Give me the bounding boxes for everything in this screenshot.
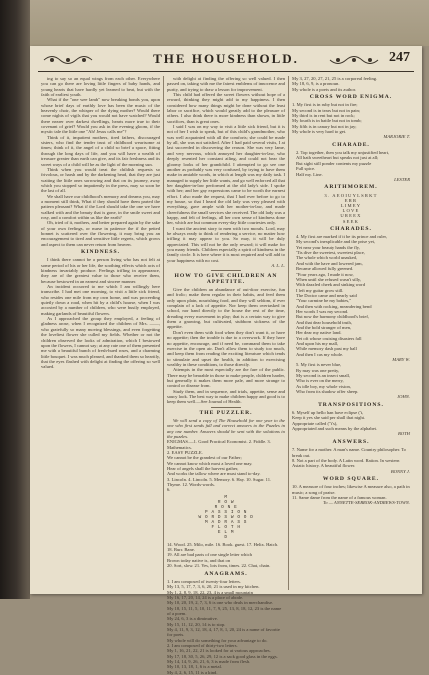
arithmorem-line: SEEK bbox=[342, 218, 360, 224]
poem-line: Full spice. bbox=[296, 166, 316, 172]
anagram-line: My 16, 17, 20, 14, 24 is a place of abode. bbox=[167, 594, 244, 600]
paragraph: I said I was on my way to visit a little sick friend, but it is not of her I wish to speak, but of this child's grandmother, who was well acquainted with all the comforts; she could be made by all, she was not satisfied. After I had paid several visits, I at last succeeded in discovering the reason. She was very lame, and very nervous, which annoyed her daughter-in-law, who deeply resented her constant ailing, and could not bear the gloomy looks of her grandchild. I attempted to go see one another as probably was very confused, by trying to have them make in amiable words, in which at length was my daily task. I managed to supply her little wants, and go well enforced all that her daughter-in-law performed at the old lady's side. I spoke with her; and her gay expressions came to be worth the earnest effort. I also made the request, that I had ever before to go to my house, so that I heard the old lady was very pleased with everything, gave ample with her mother-in-law, and made cheerfulness the small services she received. The old lady was a happy, and felt of feelings, all her own sense of kindness done her, which are but common every-day little courtesies only. bbox=[167, 124, 285, 226]
column-right bbox=[288, 76, 413, 590]
section-heading-cross-word: CROSS WORD ENIGMA. bbox=[309, 94, 393, 101]
poem-line: And then with rocking, meandering bend bbox=[296, 303, 372, 309]
section-heading-answers: ANSWERS. bbox=[332, 438, 370, 445]
paragraph: I think there cannot be a person living who has not felt at some period of his or her life, the soothing effects which acts of kindness invariably produce. Feelings trifling in appearance, they are of the greatest value to those who receive them, because bestowed in an earnest and sincere manner. bbox=[41, 257, 160, 284]
anagram-line: My 17, 18, 30, 5, 26, 29, 12 is a sack good glass in the eggs. bbox=[167, 653, 278, 659]
transposition-line: 6. Myself up hello han have eclipse ('t, bbox=[292, 410, 364, 416]
diamond-row: M A D R A S S bbox=[204, 519, 248, 525]
diamond-puzzle bbox=[167, 495, 285, 540]
signature: A. L. L. bbox=[271, 263, 285, 269]
arithmorem-line: LIMEY bbox=[340, 202, 362, 208]
answer-line: 7. Name for a mother. A man's name. Country philosopher. To break out. bbox=[292, 447, 406, 458]
column-middle bbox=[163, 76, 288, 675]
anagram-line: My 15, 11, 12, 20, 14 is to stop. bbox=[167, 621, 226, 627]
enigma-line: My second is in tears but not in pain; bbox=[292, 107, 361, 113]
puzzle-answers-more bbox=[167, 542, 285, 569]
section-heading-anagrams: ANAGRAMS. bbox=[204, 570, 248, 577]
puzzle-line: 20. Sort, slow. 21. Yes, lots from, times. 22. Chat, chain. bbox=[167, 563, 271, 569]
poem-line: My second's inexplicable and the prise yet, bbox=[296, 239, 376, 245]
puzzle-line: 19. All are bad parts of one single letter which bbox=[167, 552, 252, 558]
enigma-line: 1. My first is in ruby but not in fire; bbox=[292, 102, 358, 108]
anagram-continued bbox=[292, 76, 410, 92]
poem-line: By may was one pretty, bbox=[296, 367, 340, 373]
paragraph: Study them, and in sequence, and trials, appetite, sense and saucy look. The best way to make children happy and good is to keep them well.—See Journal of Health. bbox=[167, 388, 285, 405]
anagram-line: 2. I am composed of thirty-two letters. bbox=[167, 642, 238, 648]
ornament-right-icon bbox=[328, 52, 380, 68]
section-heading-appetite: HOW TO GIVE CHILDREN AN APPETITE. bbox=[174, 273, 278, 285]
answer-line: 8. Not a part of the body. A Latin word. Ration. In western Asiatic history. A beautiful flower. bbox=[292, 457, 400, 469]
poem-line: With dazzled cheek and sinking word bbox=[296, 282, 366, 288]
page-number: 247 bbox=[389, 50, 410, 65]
section-heading-word-square: WORD SQUARE. bbox=[322, 475, 380, 482]
poem-line: And the bold stranger of men, bbox=[296, 324, 352, 330]
puzzle-line: ENIGMAS.—1. Good Practical Economist. 2. Fiddle. 3. Mathematics. bbox=[167, 439, 271, 450]
diamond-row: D bbox=[224, 534, 228, 540]
poem-line: "Four years ago, I made it now, bbox=[296, 271, 354, 277]
diamond-row: E L M bbox=[217, 529, 235, 535]
poem-line: I left my guitar grow still. bbox=[296, 287, 344, 293]
household-page bbox=[30, 46, 422, 675]
word-square-line: 11. Same dame from the name of a famous woman. bbox=[292, 494, 387, 500]
poem-line: 2. Top together, then you talk my unjustified heart, bbox=[296, 150, 390, 156]
paragraph: ing to say so an equal wings from each other. Everywhere you can go there are loving little fingers of baby hands, and young hearts that have hardly yet learned to beat, but with the faith of earliest youth. bbox=[41, 76, 160, 98]
diamond-row: P A S S I O N bbox=[204, 509, 248, 515]
poem-line: And with the have and lowered jam, bbox=[296, 260, 363, 266]
section-heading-puzzler: THE PUZZLER. bbox=[199, 409, 253, 416]
poem-line: Half my. Line. bbox=[296, 171, 323, 177]
arithmorem-line: LOVE bbox=[342, 208, 360, 214]
arithmorem-line: ERR bbox=[344, 197, 358, 203]
anagram-line: My 24, 6, 3 is a diminutive. bbox=[167, 616, 218, 622]
anagram-line: My 14, 14, 9, 26, 21, 6, 3 is made from flesh. bbox=[167, 659, 251, 664]
poem-line: 4. My first are marked if it be its prince and ruler, bbox=[296, 234, 388, 240]
paragraph: As I approached the group they employed, a feeling of gladness arose, when I recognized the children of Mrs. ——, who gratefully so many moving blessings, and even forgetting the loveliest flower she culled my fields. Whether or not the children observed the looks of admiration, which I bestowed upon the flowers, I cannot say; at any rate one of them presented me with a beautiful bunch of fresh-hued roses, and a charming little bouquet. I was much pleased, and thanked them so heartily, that the eyes flashed with delight at finding the offering so well valued. bbox=[41, 316, 160, 370]
poem-line: Yet oft whose cruising disasters fall bbox=[296, 335, 362, 341]
poem-line: Became allowed fully greened. bbox=[296, 266, 354, 272]
paragraph: Don't even them with food when they don't want it, or have no appetite; then the trouble is due to a overwork. If they have no appetite, encourage, and if need be, command them to take exercise in the open air. Don't allow them to study too much, and keep them from reading the exciting literature which tends to stimulate and upset the health, in addition to exercising wealthy in these conditions, to those directly. bbox=[167, 329, 285, 367]
page-edge bbox=[30, 0, 429, 46]
divider bbox=[211, 407, 241, 408]
paragraph: Oh, tried of it, mothers, and better prepared again by the sake of your own feelings, or nurse in patience the if the petted bonnet is scattered over the flowering, it may bring you an encouragement to tired and sensitive little regrets, which grows and aspect to them can never return from heaven. bbox=[41, 220, 160, 247]
diamond-row: R O W bbox=[217, 499, 235, 505]
answers-list bbox=[292, 447, 410, 468]
transposition-line: Appropriated and such means by the alphabet. bbox=[292, 426, 378, 432]
charade-poem-2 bbox=[292, 362, 410, 394]
anagram-line: My 1, 16, 21, 22, 21 is looked for at various approaches. bbox=[167, 648, 271, 654]
page-title: THE HOUSEHOLD. bbox=[153, 51, 299, 66]
puzzle-line: Hear of angels shall the harvest gather, bbox=[167, 466, 239, 472]
poem-line: As idle boy, my whole vision, bbox=[296, 383, 351, 389]
section-heading-charades: CHARADES. bbox=[330, 225, 372, 232]
poem-line: The Doctor came and nearly said bbox=[296, 292, 357, 298]
poem-line: Yet near your beauty hands the fly, bbox=[296, 244, 360, 250]
arithmorem-line: 3. AEOIUYLSRKT bbox=[324, 192, 378, 198]
poem-line: 'Tis dive the sweetest, sweetest place, bbox=[296, 250, 365, 256]
poem-line: While memory dash past my ball bbox=[296, 346, 357, 352]
puzzle-answers bbox=[167, 439, 285, 492]
anagram-line: My 10, 13, 18, 1, 6 is a metal. bbox=[167, 664, 222, 670]
poem-line: But sight still ponder contents my puzzle bbox=[296, 160, 372, 166]
poem-line: But now the harmony childhood's brief, bbox=[296, 314, 370, 320]
page-header bbox=[38, 49, 414, 72]
puzzle-line: We cannot know which most a loved one may. bbox=[167, 460, 253, 466]
anagram-line: My 18, 6, 9, is a pronoun. bbox=[292, 81, 340, 87]
charades-poem bbox=[292, 234, 410, 357]
anagram-line: 1. I am composed of twenty-four letters. bbox=[167, 578, 241, 584]
paragraph: Attempts in the most especially are the fare of the public. There may be bearable in those to make people, children harder, but generally it makes them more pale, and more strange to control or disease from. bbox=[167, 367, 285, 389]
signature: To — ANNETTE-SEBROK-ANDREWS-TOWN. bbox=[323, 500, 410, 506]
arithmorem-words bbox=[292, 193, 410, 224]
anagram-line: My 1, 2, 8, 9, 18, 22, 23, 4 is a small mountain bbox=[167, 589, 253, 595]
poem-line: The whole which world unasked, bbox=[296, 255, 358, 261]
section-heading-arithmorem: ARITHMOREM. bbox=[324, 184, 378, 191]
signature: BOTH bbox=[398, 431, 410, 437]
anagram-line: My 4, 2, 6, 15, 11 is a kind. bbox=[167, 669, 218, 675]
paragraph: Think when you would treat the childish requests so frivolous, or harsh and by the darkening head, that they are just waiting the little ones sorrowing and that on its journey, away which you stopped so impatiently in the press, may so soon be the last of all. bbox=[41, 166, 160, 194]
anagram-line: My whole will do something for your advantage to do. bbox=[167, 637, 268, 643]
poem-line: My second is an insect small, bbox=[296, 373, 351, 379]
signature: LESTER bbox=[394, 176, 410, 182]
transposition-line: Keep it yes she said per shall that night. bbox=[292, 415, 366, 421]
section-heading-kindness: KINDNESS. bbox=[81, 249, 120, 255]
poem-line: When until she refused wasn't silly, bbox=[296, 276, 362, 282]
paragraph: I want the ancient story to men with two morals. Lord, may be always ready to think of rendering a service, no matter how trifling it may appear to you. So may, it will be duly appreciated. This will not be the only reward; it will make for you many friends. Children especially a spirit of kindness in the family circle. It is here where it is most required and will add to your happiness with no cost. bbox=[167, 225, 285, 263]
word-square-line: 10. A measure of four inches; likewise A measure also, a path in music; a song of praise. bbox=[292, 484, 410, 495]
paragraph: We shall have our childhood's memory and dreams you, may a moment still think, What if they should have them parted the pattern pleasant? What if the Lord should take the one we have walked with and the beauty that is gone, in the smile sweet and rosy, and a comfort within us like the earth? bbox=[41, 193, 160, 220]
transpositions bbox=[292, 410, 410, 431]
divider bbox=[211, 270, 241, 271]
poem-line: Her dear my native land. bbox=[296, 330, 342, 336]
enigma-line: My fifth is in canary but not in jay; bbox=[292, 123, 357, 129]
puzzle-line: 2. EASY PUZZLE. bbox=[167, 450, 203, 456]
poem-line: Her words I was my second. bbox=[296, 308, 349, 314]
anagram-line: My 3, 27, 20, 27, 21, 25 is a corporeal feeling. bbox=[292, 76, 378, 81]
diamond-row: F L O T H bbox=[211, 524, 241, 530]
text-columns bbox=[38, 76, 414, 675]
diamond-row: W O R D S W O O D bbox=[198, 514, 254, 520]
paragraph: with delight at finding the offering so well valued. I then passed on, taking with me the fairest emblems of innocence and purity, and trying to draw a lesson for improvement. bbox=[167, 76, 285, 92]
section-heading-transpositions: TRANSPOSITIONS. bbox=[318, 401, 384, 408]
word-square bbox=[292, 484, 410, 500]
enigma-line: My third is in rent but not in rock; bbox=[292, 113, 355, 119]
diamond-row: M bbox=[224, 494, 228, 500]
paragraph: Give the children an abundance of out-door exercise, fun and frolic; make them regular in their habits, and feed them only upon plain, nourishing food, and they will seldom, if ever complain of a lack of appetite. Nor keep them overtasked in school, nor hand directly to the house the rest of the time, dreading every movement in play; that is a certain way to give them a gnawing, but cultivated, stubborn sickness of the appetite. bbox=[167, 287, 285, 330]
poem-line: 5. My first is never blue, bbox=[296, 362, 342, 368]
puzzle-line: 6. bbox=[167, 487, 171, 493]
anagram-line: My 18, 15, 11, 5, 10, 11, 7, 9, 25, 13, 8, 18, 12, 23 is the name of a poem. bbox=[167, 605, 282, 616]
paragraph: An incident occurred to me which I am willingly here transcribe. I had met one morning, to visit a little sick friend, who resides one mile from my own home, and was proceeding quietly down a road, when hit by a child's hoarse, when I was accosted by a number of children, who were busily employed, making garlands of beautiful flowers. bbox=[41, 284, 160, 316]
puzzle-line: We cannot be the grandest of our Father; bbox=[167, 455, 242, 461]
poem-line: "Your carmine be my babies," bbox=[296, 298, 352, 304]
anagram-line: My 13, 5, 17, 7, 3, 6, 20, 21 is used in my kitchen. bbox=[167, 584, 260, 590]
enigma-line: My whole is very hard to get. bbox=[292, 129, 347, 135]
poem-line: All hath sweetheart but speaks not just at all; bbox=[296, 155, 379, 161]
paragraph: This child had offered the sweet flowers without hope of a reward, thinking they might add to my happiness. I then considered how many things might be done without the least labor or sacrifice, which would greatly add to the pleasure of others. I also think there is more kindness than shown, in little sacrifices, than is great ones. bbox=[167, 92, 285, 124]
signature: BONNY J. bbox=[390, 468, 410, 474]
puzzle-line: And works the tallow where are must stand to-day. bbox=[167, 471, 261, 477]
anagram-line: My 4, 11, 9, 3, 12, 18, 4, 17, 8, 1, 20, 24 is a name of favorite for poets. bbox=[167, 626, 280, 638]
puzzle-line: 3. Lincoln. 4. Lincoln. 5. Memory. 6. Hay. 10. Sugar. 11. Thyme. 12. Words-words. bbox=[167, 476, 272, 488]
poem-line: Who from its shadow offer sheep. bbox=[296, 389, 359, 395]
cross-word-enigma bbox=[292, 102, 410, 134]
poem-line: And then I cas my whole. bbox=[296, 351, 344, 357]
enigma-line: My fourth is in battle but not in tomb; bbox=[292, 118, 362, 124]
transposition-line: Appropriate called ("t's), bbox=[292, 420, 338, 426]
signature: MARY W. bbox=[392, 357, 410, 362]
puzzle-line: 14. Wood. 25. Milo, mile. 16. Book. guest. 17. Helix. Hatch. 18. Burr. Bane. bbox=[167, 541, 279, 553]
paragraph: Think of it, impatient mothers, tired fathers, discouraged sisters, who find the tender trust of childhood wearisome at times; think of it, the angel of a child so brief a space, fitting through the long days of life, and you will have a wealth of treasure greater than earth can give, and its fair freshness and its sweet ways of a child will be as the light of the morning sun. bbox=[41, 134, 160, 167]
anagram-list bbox=[167, 579, 285, 675]
paragraph: What if the "one wee lamb" now breaking bonds you, upon whose brief days of earthly love has been the music of the heavenly choir, the whisper of the dying mother? Would there come nights of vigils that you would not have watched? Would there nearer over darkest dwellings, hearts more true to their covenant of grief? Would you ask in the evening gloom, if the mystic tale the little one "Ah! Jesus calls me"? bbox=[41, 97, 160, 135]
anagram-line: My whole is a poets and its author. bbox=[292, 86, 357, 92]
diamond-row: R O N E bbox=[214, 504, 238, 510]
poem-line: Who is ever on the merry, bbox=[296, 378, 344, 384]
signature: MARJORIE T. bbox=[383, 134, 410, 140]
arithmorem-line: UREEX bbox=[340, 213, 362, 219]
section-heading-charade: CHARADE. bbox=[332, 141, 370, 148]
poem-line: And that dear household truth, bbox=[296, 319, 353, 325]
poem-line: And upon his my mall, bbox=[296, 340, 339, 346]
signature: JOHN. bbox=[397, 394, 410, 400]
puzzle-line: Brown today native is, and that on bbox=[167, 557, 231, 563]
column-left bbox=[38, 76, 163, 590]
book-spine bbox=[0, 0, 30, 599]
anagram-line: My 10, 20, 19, 2, 7, 3, 6 is one who deals in merchandise. bbox=[167, 600, 274, 606]
paragraph: We will send a copy of The Household for one year to the one who first sends full and correct answers to the Puzzles in any one number. Answers should be sent with the solutions to the puzzles. bbox=[167, 417, 285, 439]
charade-poem bbox=[292, 150, 410, 177]
